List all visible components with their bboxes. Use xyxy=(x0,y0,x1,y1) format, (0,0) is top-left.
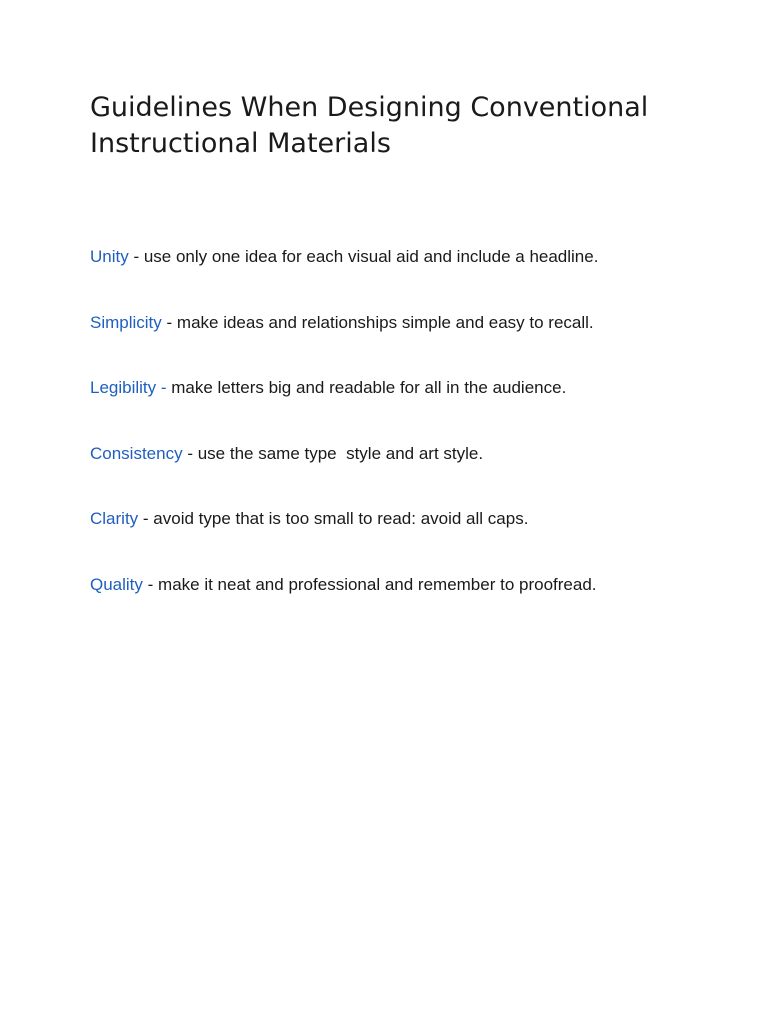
title-line-1: Guidelines When Designing Conventional xyxy=(90,92,649,123)
guideline-term: Simplicity xyxy=(90,312,162,332)
guidelines-list xyxy=(90,246,730,640)
page-title xyxy=(90,90,710,162)
guideline-item-simplicity xyxy=(90,312,730,378)
guideline-item-unity xyxy=(90,246,730,312)
guideline-term: Quality xyxy=(90,574,143,594)
guideline-term: Legibility - xyxy=(90,378,172,398)
guideline-item-quality xyxy=(90,574,730,640)
guideline-term: Unity xyxy=(90,247,129,266)
guideline-description: - use only one idea for each visual aid and include a headline. xyxy=(128,247,599,266)
guideline-term: Consistency xyxy=(90,443,183,463)
title-line-2: Instructional Materials xyxy=(90,128,391,159)
guideline-item-legibility xyxy=(90,377,730,443)
guideline-description: - avoid type that is too small to read: avoid all caps. xyxy=(138,509,529,529)
guideline-description: - make ideas and relationships simple and easy to recall. xyxy=(161,312,594,332)
guideline-description: - use the same type style and art style. xyxy=(182,443,484,463)
guideline-item-consistency xyxy=(90,443,730,509)
guideline-description: - make it neat and professional and remember to proofread. xyxy=(142,574,597,594)
guideline-item-clarity xyxy=(90,508,730,574)
guideline-term: Clarity xyxy=(90,509,139,529)
guideline-description: make letters big and readable for all in the audience. xyxy=(171,378,567,398)
